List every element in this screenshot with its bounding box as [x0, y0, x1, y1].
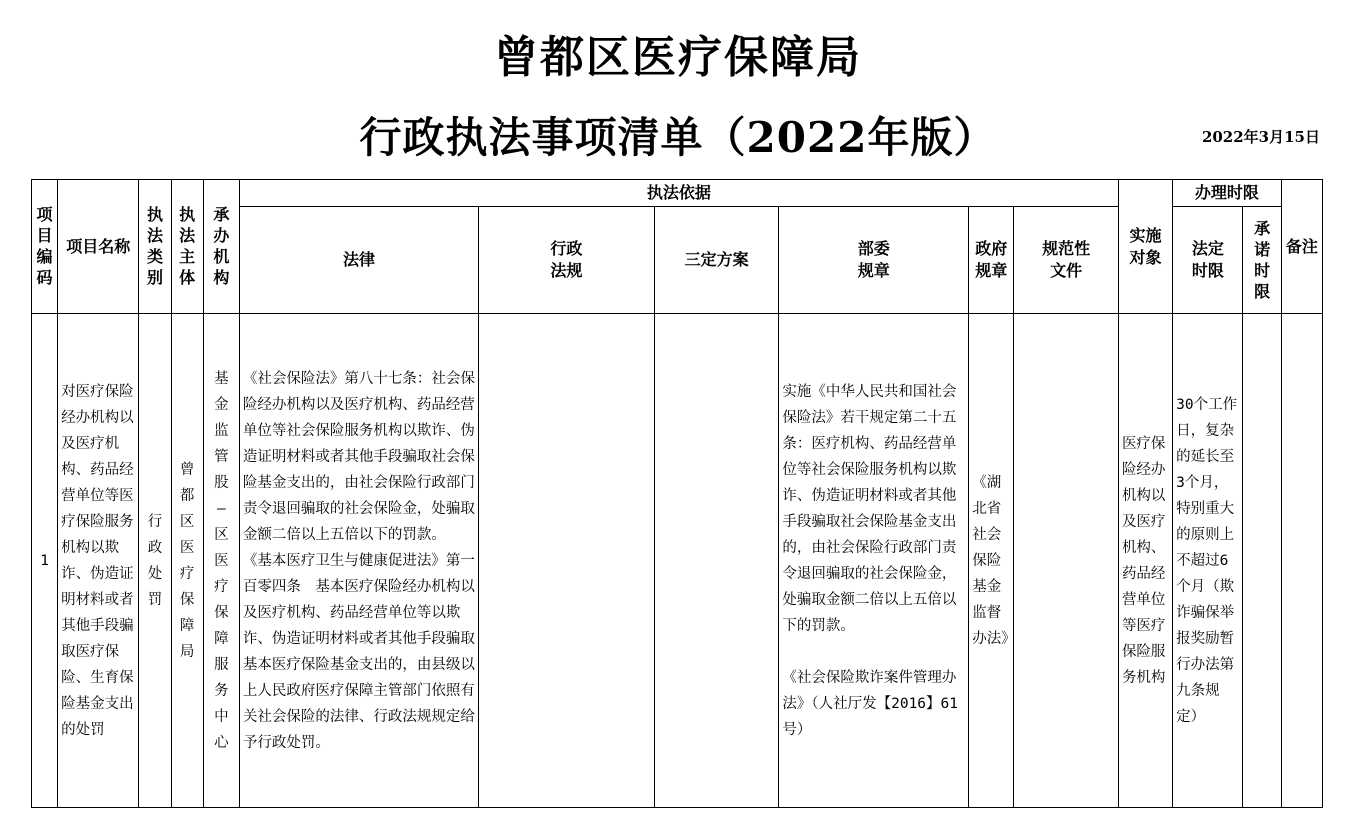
- law-paragraph-1: 《社会保险法》第八十七条：社会保险经办机构以及医疗机构、药品经营单位等社会保险服务机构以欺诈、伪造证明材料或者其他手段骗取社会保险基金支出的，由社会保险行政部门责令退回骗取的社会保险金，处骗取金额二倍以上五倍以下的罚款。: [242, 370, 475, 543]
- cell-remarks: [1281, 314, 1322, 808]
- header-item-code: 项目编码: [32, 180, 58, 314]
- cell-admin-regulation: [479, 314, 655, 808]
- cell-normative-doc: [1014, 314, 1119, 808]
- document-title: 曾都区医疗保障局: [494, 32, 862, 83]
- law-paragraph-2: 《基本医疗卫生与健康促进法》第一百零四条 基本医疗保险经办机构以及医疗机构、药品经营单位等以欺诈、伪造证明材料或者其他手段骗取基本医疗保险基金支出的，由县级以上人民政府医疗保障主管部门依照有关社会保险的法律、行政法规规定给予行政处罚。: [242, 552, 475, 751]
- header-ministerial-rule: 部委规章: [779, 207, 969, 314]
- header-law: 法律: [239, 207, 478, 314]
- cell-law: [239, 314, 478, 808]
- cell-subject: 曾都区医疗保障局: [171, 314, 203, 808]
- paragraph-gap: [782, 639, 965, 665]
- cell-target: 医疗保险经办机构以及医疗机构、药品经营单位等医疗保险服务机构: [1118, 314, 1172, 808]
- header-basis: 执法依据: [239, 180, 1118, 207]
- document-subtitle: 行政执法事项清单（2022年版）: [359, 113, 997, 162]
- cell-statutory-limit: 30个工作日，复杂的延长至3个月，特别重大的原则上不超过6个月（欺诈骗保举报奖励暂行办法第九条规定）: [1173, 314, 1243, 808]
- header-item-name: 项目名称: [58, 180, 139, 314]
- header-remarks: 备注: [1281, 180, 1322, 314]
- rule-paragraph-1: 实施《中华人民共和国社会保险法》若干规定第二十五条：医疗机构、药品经营单位等社会保险服务机构以欺诈、伪造证明材料或者其他手段骗取社会保险基金支出的，由社会保险行政部门责令退回骗取的社会保险金，处骗取金额二倍以上五倍以下的罚款。: [782, 383, 957, 634]
- header-time-limit: 办理时限: [1173, 180, 1282, 207]
- header-promised-limit: 承诺时限: [1243, 207, 1281, 314]
- enforcement-table: [31, 179, 1323, 808]
- header-target: 实施对象: [1118, 180, 1172, 314]
- cell-three-determination: [654, 314, 779, 808]
- cell-code: 1: [32, 314, 58, 808]
- cell-promised-limit: [1243, 314, 1281, 808]
- header-normative-doc: 规范性文件: [1014, 207, 1119, 314]
- cell-gov-rule: 《湖北省社会保险基金监督办法》: [969, 314, 1014, 808]
- header-undertaking-agency: 承办机构: [203, 180, 239, 314]
- header-enforcement-type: 执法类别: [139, 180, 171, 314]
- rule-paragraph-2: 《社会保险欺诈案件管理办法》（人社厅发【2016】61号）: [782, 669, 958, 738]
- document-date: 2022年3月15日: [1201, 128, 1320, 146]
- cell-name: 对医疗保险经办机构以及医疗机构、药品经营单位等医疗保险服务机构以欺诈、伪造证明材料或者其他手段骗取医疗保险、生育保险基金支出的处罚: [58, 314, 139, 808]
- header-admin-regulation: 行政法规: [479, 207, 655, 314]
- table-row: [32, 314, 1323, 808]
- header-statutory-limit: 法定时限: [1173, 207, 1243, 314]
- header-enforcement-subject: 执法主体: [171, 180, 203, 314]
- header-gov-rule: 政府规章: [969, 207, 1014, 314]
- cell-type: 行政处罚: [139, 314, 171, 808]
- cell-ministerial-rule: [779, 314, 969, 808]
- header-three-determination: 三定方案: [654, 207, 779, 314]
- cell-agency: 基金监管股—区医疗保障服务中心: [203, 314, 239, 808]
